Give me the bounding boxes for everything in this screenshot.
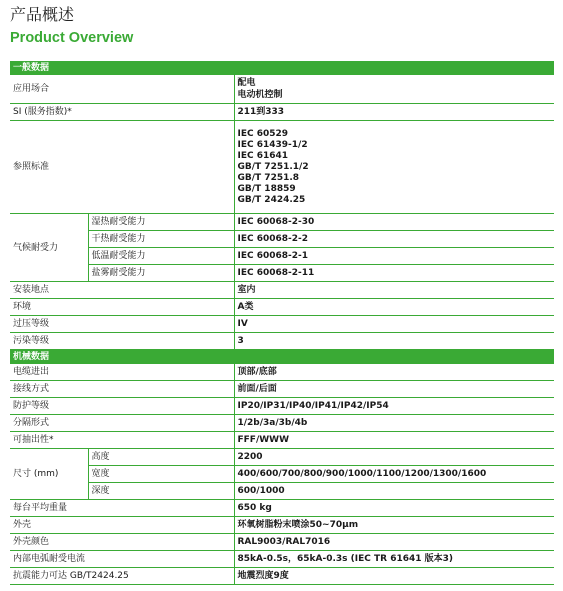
row-value: 环氧树脂粉末喷涂50~70μm: [234, 517, 554, 534]
table-row: [10, 333, 554, 350]
row-label: 内部电弧耐受电流: [10, 551, 234, 568]
standard-item: GB/T 7251.1/2: [237, 161, 309, 172]
section-title-general: 一般数据: [10, 61, 554, 75]
table-row-si: [10, 104, 554, 121]
standard-item: IEC 60529: [237, 128, 289, 139]
climate-item-value: IEC 60068-2-30: [234, 214, 554, 231]
table-row: [10, 364, 554, 381]
climate-item-label: 湿热耐受能力: [88, 214, 234, 231]
table-row: [10, 415, 554, 432]
row-value: A类: [234, 299, 554, 316]
standard-item: IEC 61641: [237, 150, 289, 161]
size-item-value: 600/1000: [234, 483, 554, 500]
row-value: IV: [234, 316, 554, 333]
table-row-application: [10, 75, 554, 89]
table-row-size: [10, 466, 554, 483]
size-item-value: 2200: [234, 449, 554, 466]
row-value: IP20/IP31/IP40/IP41/IP42/IP54: [234, 398, 554, 415]
table-row-climate: [10, 214, 554, 231]
row-value: 前面/后面: [234, 381, 554, 398]
application-label: 应用场合: [10, 75, 234, 104]
row-value: 650 kg: [234, 500, 554, 517]
row-value: 1/2b/3a/3b/4b: [234, 415, 554, 432]
page-title-cn: 产品概述: [10, 5, 75, 24]
section-header-general: [10, 61, 554, 75]
application-value-2: 电动机控制: [234, 89, 554, 104]
table-row: [10, 381, 554, 398]
row-label: 每台平均重量: [10, 500, 234, 517]
row-label: 电缆进出: [10, 364, 234, 381]
row-label: 过压等级: [10, 316, 234, 333]
table-row-climate: [10, 265, 554, 282]
section-header-mechanical: [10, 350, 554, 365]
size-item-value: 400/600/700/800/900/1000/1100/1200/1300/1600: [234, 466, 554, 483]
row-label: 防护等级: [10, 398, 234, 415]
row-label: 污染等级: [10, 333, 234, 350]
table-row-climate: [10, 231, 554, 248]
climate-item-label: 干热耐受能力: [88, 231, 234, 248]
table-row: [10, 398, 554, 415]
standard-item: GB/T 2424.25: [237, 194, 306, 205]
row-value: 地震烈度9度: [234, 568, 554, 585]
row-value: 室内: [234, 282, 554, 299]
climate-item-value: IEC 60068-2-2: [234, 231, 554, 248]
table-row: [10, 534, 554, 551]
row-label: 环境: [10, 299, 234, 316]
table-row-standards: [10, 121, 554, 214]
table-row: [10, 517, 554, 534]
size-item-label: 宽度: [88, 466, 234, 483]
row-value: 3: [234, 333, 554, 350]
row-label: 分隔形式: [10, 415, 234, 432]
row-label: 外壳颜色: [10, 534, 234, 551]
spec-table: [10, 61, 554, 585]
row-label: 接线方式: [10, 381, 234, 398]
table-row: [10, 282, 554, 299]
si-value: 211到333: [234, 104, 554, 121]
size-item-label: 深度: [88, 483, 234, 500]
standard-item: IEC 61439-1/2: [237, 139, 308, 150]
row-label: 抗震能力可达 GB/T2424.25: [10, 568, 234, 585]
row-value: 顶部/底部: [234, 364, 554, 381]
table-row: [10, 299, 554, 316]
table-row-size: [10, 449, 554, 466]
application-value-1: 配电: [234, 75, 554, 89]
standard-item: GB/T 18859: [237, 183, 296, 194]
standards-value-list: [234, 121, 554, 214]
climate-item-label: 低温耐受能力: [88, 248, 234, 265]
row-label: 外壳: [10, 517, 234, 534]
row-value: FFF/WWW: [234, 432, 554, 449]
climate-item-value: IEC 60068-2-11: [234, 265, 554, 282]
row-label: 可抽出性*: [10, 432, 234, 449]
table-row: [10, 316, 554, 333]
size-item-label: 高度: [88, 449, 234, 466]
table-row-climate: [10, 248, 554, 265]
table-row: [10, 432, 554, 449]
row-value: 85kA-0.5s，65kA-0.3s (IEC TR 61641 版本3): [234, 551, 554, 568]
climate-label: 气候耐受力: [10, 214, 88, 282]
section-title-mechanical: 机械数据: [10, 350, 554, 365]
size-label: 尺寸 (mm): [10, 449, 88, 500]
table-row: [10, 568, 554, 585]
table-row-size: [10, 483, 554, 500]
climate-item-value: IEC 60068-2-1: [234, 248, 554, 265]
climate-item-label: 盐雾耐受能力: [88, 265, 234, 282]
table-row: [10, 551, 554, 568]
row-value: RAL9003/RAL7016: [234, 534, 554, 551]
standards-label: 参照标准: [10, 121, 234, 214]
page-title-en: Product Overview: [10, 30, 134, 46]
si-label: SI (服务指数)*: [10, 104, 234, 121]
table-row: [10, 500, 554, 517]
standard-item: GB/T 7251.8: [237, 172, 300, 183]
row-label: 安装地点: [10, 282, 234, 299]
